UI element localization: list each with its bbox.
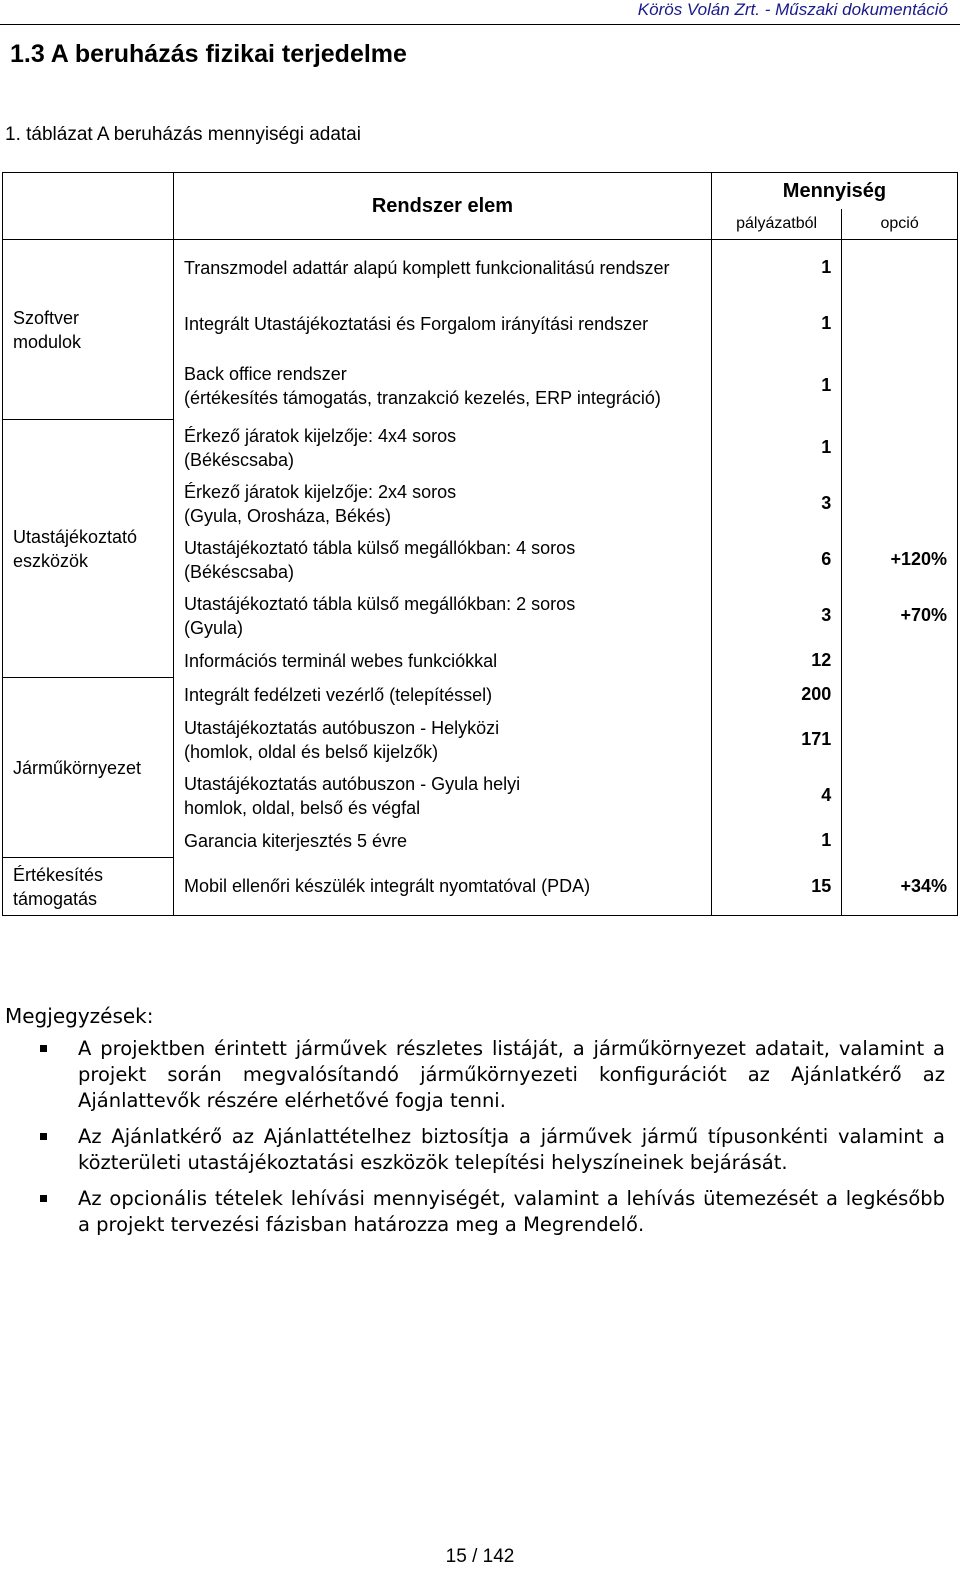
tender-quantity-cell: 6 [711, 532, 841, 588]
tender-quantity-cell: 12 [711, 644, 841, 678]
option-cell [842, 240, 958, 296]
tender-quantity-cell: 3 [711, 476, 841, 532]
option-cell [842, 476, 958, 532]
category-cell: Járműkörnyezet [3, 678, 174, 858]
note-item [40, 1186, 945, 1238]
option-cell: +34% [842, 858, 958, 916]
square-bullet-icon [40, 1195, 47, 1202]
quantity-column-header: Mennyiség [711, 173, 957, 210]
element-cell: Információs terminál webes funkciókkal [173, 644, 711, 678]
table-body [3, 240, 958, 916]
option-cell [842, 296, 958, 352]
table-row [3, 858, 958, 916]
element-cell: Integrált fedélzeti vezérlő (telepítéssel) [173, 678, 711, 712]
section-heading: 1.3 A beruházás fizikai terjedelme [10, 40, 407, 68]
tender-quantity-cell: 171 [711, 712, 841, 768]
option-cell [842, 768, 958, 824]
tender-quantity-cell: 1 [711, 296, 841, 352]
option-column-header: opció [842, 209, 958, 240]
element-cell: Transzmodel adattár alapú komplett funkcionalitású rendszer [173, 240, 711, 296]
element-cell: Érkező járatok kijelzője: 4x4 soros (Békéscsaba) [173, 420, 711, 476]
option-cell [842, 420, 958, 476]
header-rule [0, 24, 960, 25]
element-cell: Utastájékoztató tábla külső megállókban: 2 soros (Gyula) [173, 588, 711, 644]
option-cell: +70% [842, 588, 958, 644]
element-cell: Utastájékoztatás autóbuszon - Helyközi (homlok, oldal és belső kijelzők) [173, 712, 711, 768]
notes-title: Megjegyzések: [5, 1004, 154, 1028]
page-number: 15 / 142 [445, 1546, 515, 1567]
square-bullet-icon [40, 1045, 47, 1052]
element-cell: Utastájékoztatás autóbuszon - Gyula helyi homlok, oldal, belső és végfal [173, 768, 711, 824]
note-text: A projektben érintett járművek részletes listáját, a járműkörnyezet adatait, valamint a projekt során megvalósítandó járműkörnyezeti konfigurációt az Ajánlatkérő az Ajánlattevők részére elérhetővé fogja tenni. [78, 1037, 945, 1112]
tender-quantity-cell: 3 [711, 588, 841, 644]
tender-quantity-cell: 200 [711, 678, 841, 712]
tender-quantity-cell: 1 [711, 824, 841, 858]
notes-list [40, 1036, 945, 1248]
element-cell: Back office rendszer (értékesítés támogatás, tranzakció kezelés, ERP integráció) [173, 352, 711, 420]
option-cell [842, 644, 958, 678]
table-caption: 1. táblázat A beruházás mennyiségi adatai [5, 124, 361, 145]
empty-header-cell [3, 173, 174, 240]
element-cell: Utastájékoztató tábla külső megállókban: 4 soros (Békéscsaba) [173, 532, 711, 588]
element-cell: Mobil ellenőri készülék integrált nyomtatóval (PDA) [173, 858, 711, 916]
element-cell: Érkező járatok kijelzője: 2x4 soros (Gyula, Orosháza, Békés) [173, 476, 711, 532]
category-cell: Utastájékoztató eszközök [3, 420, 174, 678]
option-cell [842, 352, 958, 420]
table-row [3, 678, 958, 712]
option-cell [842, 678, 958, 712]
square-bullet-icon [40, 1133, 47, 1140]
tender-quantity-cell: 1 [711, 352, 841, 420]
note-text: Az Ajánlatkérő az Ajánlattételhez biztosítja a járművek jármű típusonkénti valamint a közterületi utastájékoztatási eszközök telepítési helyszíneinek bejárását. [78, 1125, 945, 1174]
option-cell [842, 824, 958, 858]
tender-quantity-cell: 4 [711, 768, 841, 824]
category-cell: Szoftver modulok [3, 240, 174, 420]
element-cell: Garancia kiterjesztés 5 évre [173, 824, 711, 858]
note-item [40, 1036, 945, 1114]
tender-column-header: pályázatból [711, 209, 841, 240]
element-cell: Integrált Utastájékoztatási és Forgalom irányítási rendszer [173, 296, 711, 352]
note-item [40, 1124, 945, 1176]
category-cell: Értékesítés támogatás [3, 858, 174, 916]
table-row [3, 420, 958, 476]
tender-quantity-cell: 15 [711, 858, 841, 916]
option-cell [842, 712, 958, 768]
table-row [3, 240, 958, 296]
tender-quantity-cell: 1 [711, 240, 841, 296]
quantity-table [2, 172, 958, 916]
document-header: Körös Volán Zrt. - Műszaki dokumentáció [637, 0, 948, 19]
note-text: Az opcionális tételek lehívási mennyiségét, valamint a lehívás ütemezését a legkésőbb a projekt tervezési fázisban határozza meg a Megrendelő. [78, 1187, 945, 1236]
tender-quantity-cell: 1 [711, 420, 841, 476]
element-column-header: Rendszer elem [173, 173, 711, 240]
option-cell: +120% [842, 532, 958, 588]
